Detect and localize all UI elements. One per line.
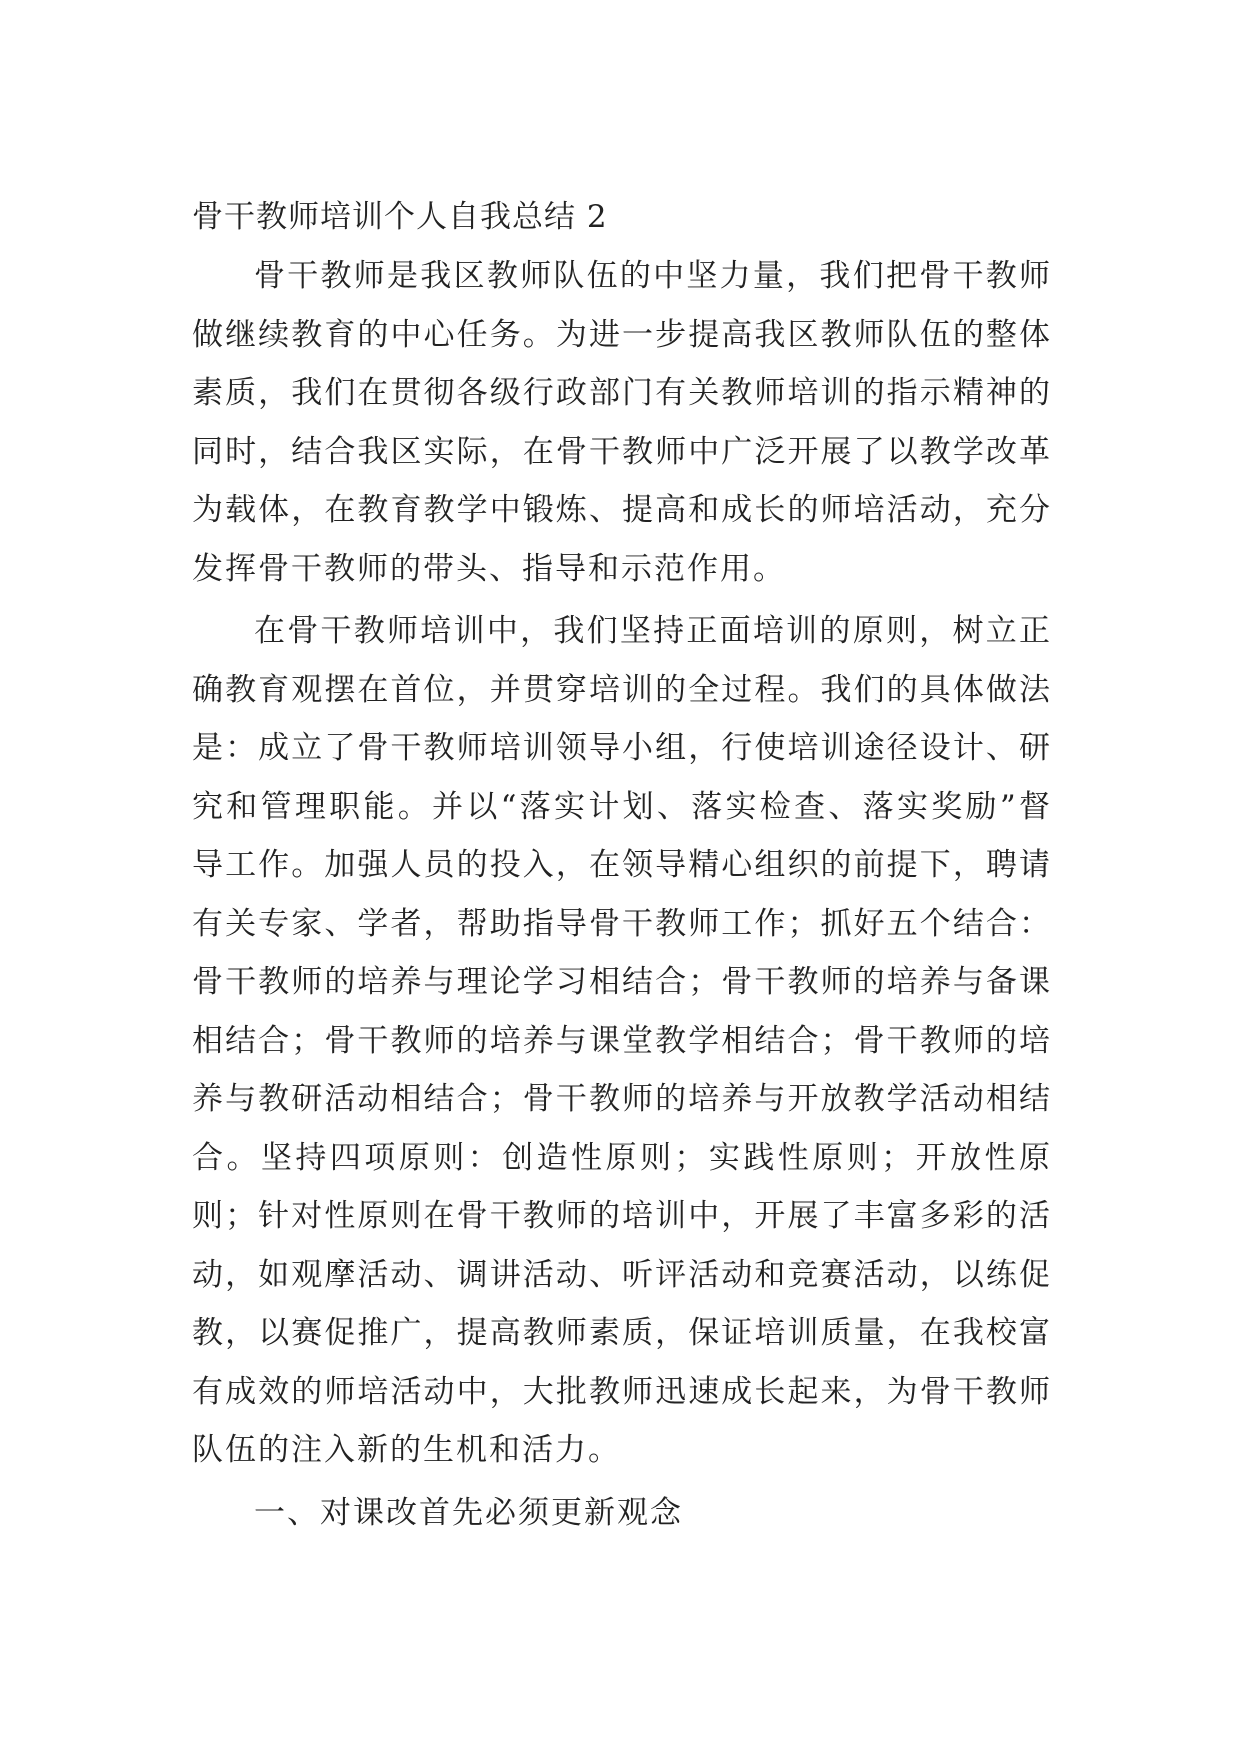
document-title: 骨干教师培训个人自我总结 2 xyxy=(192,199,608,235)
paragraph-training-methods: 在骨干教师培训中，我们坚持正面培训的原则，树立正确教育观摆在首位，并贯穿培训的全过程。我们的具体做法是：成立了骨干教师培训领导小组，行使培训途径设计、研究和管理职能。并以“落实计划、落实检查、落实奖励”督导工作。加强人员的投入，在领导精心组织的前提下，聘请有关专家、学者，帮助指导骨干教师工作；抓好五个结合：骨干教师的培养与理论学习相结合；骨干教师的培养与备课相结合；骨干教师的培养与课堂教学相结合；骨干教师的培养与教研活动相结合；骨干教师的培养与开放教学活动相结合。坚持四项原则：创造性原则；实践性原则；开放性原则；针对性原则在骨干教师的培训中，开展了丰富多彩的活动，如观摩活动、调讲活动、听评活动和竞赛活动，以练促教，以赛促推广，提高教师素质，保证培训质量，在我校富有成效的师培活动中，大批教师迅速成长起来，为骨干教师队伍的注入新的生机和活力。 xyxy=(192,613,1052,1468)
paragraph-intro: 骨干教师是我区教师队伍的中坚力量，我们把骨干教师做继续教育的中心任务。为进一步提高我区教师队伍的整体素质，我们在贯彻各级行政部门有关教师培训的指示精神的同时，结合我区实际，在骨干教师中广泛开展了以教学改革为载体，在教育教学中锻炼、提高和成长的师培活动，充分发挥骨干教师的带头、指导和示范作用。 xyxy=(192,258,1052,587)
section-heading-1: 一、对课改首先必须更新观念 xyxy=(254,1494,683,1531)
document-body xyxy=(192,192,1052,1542)
